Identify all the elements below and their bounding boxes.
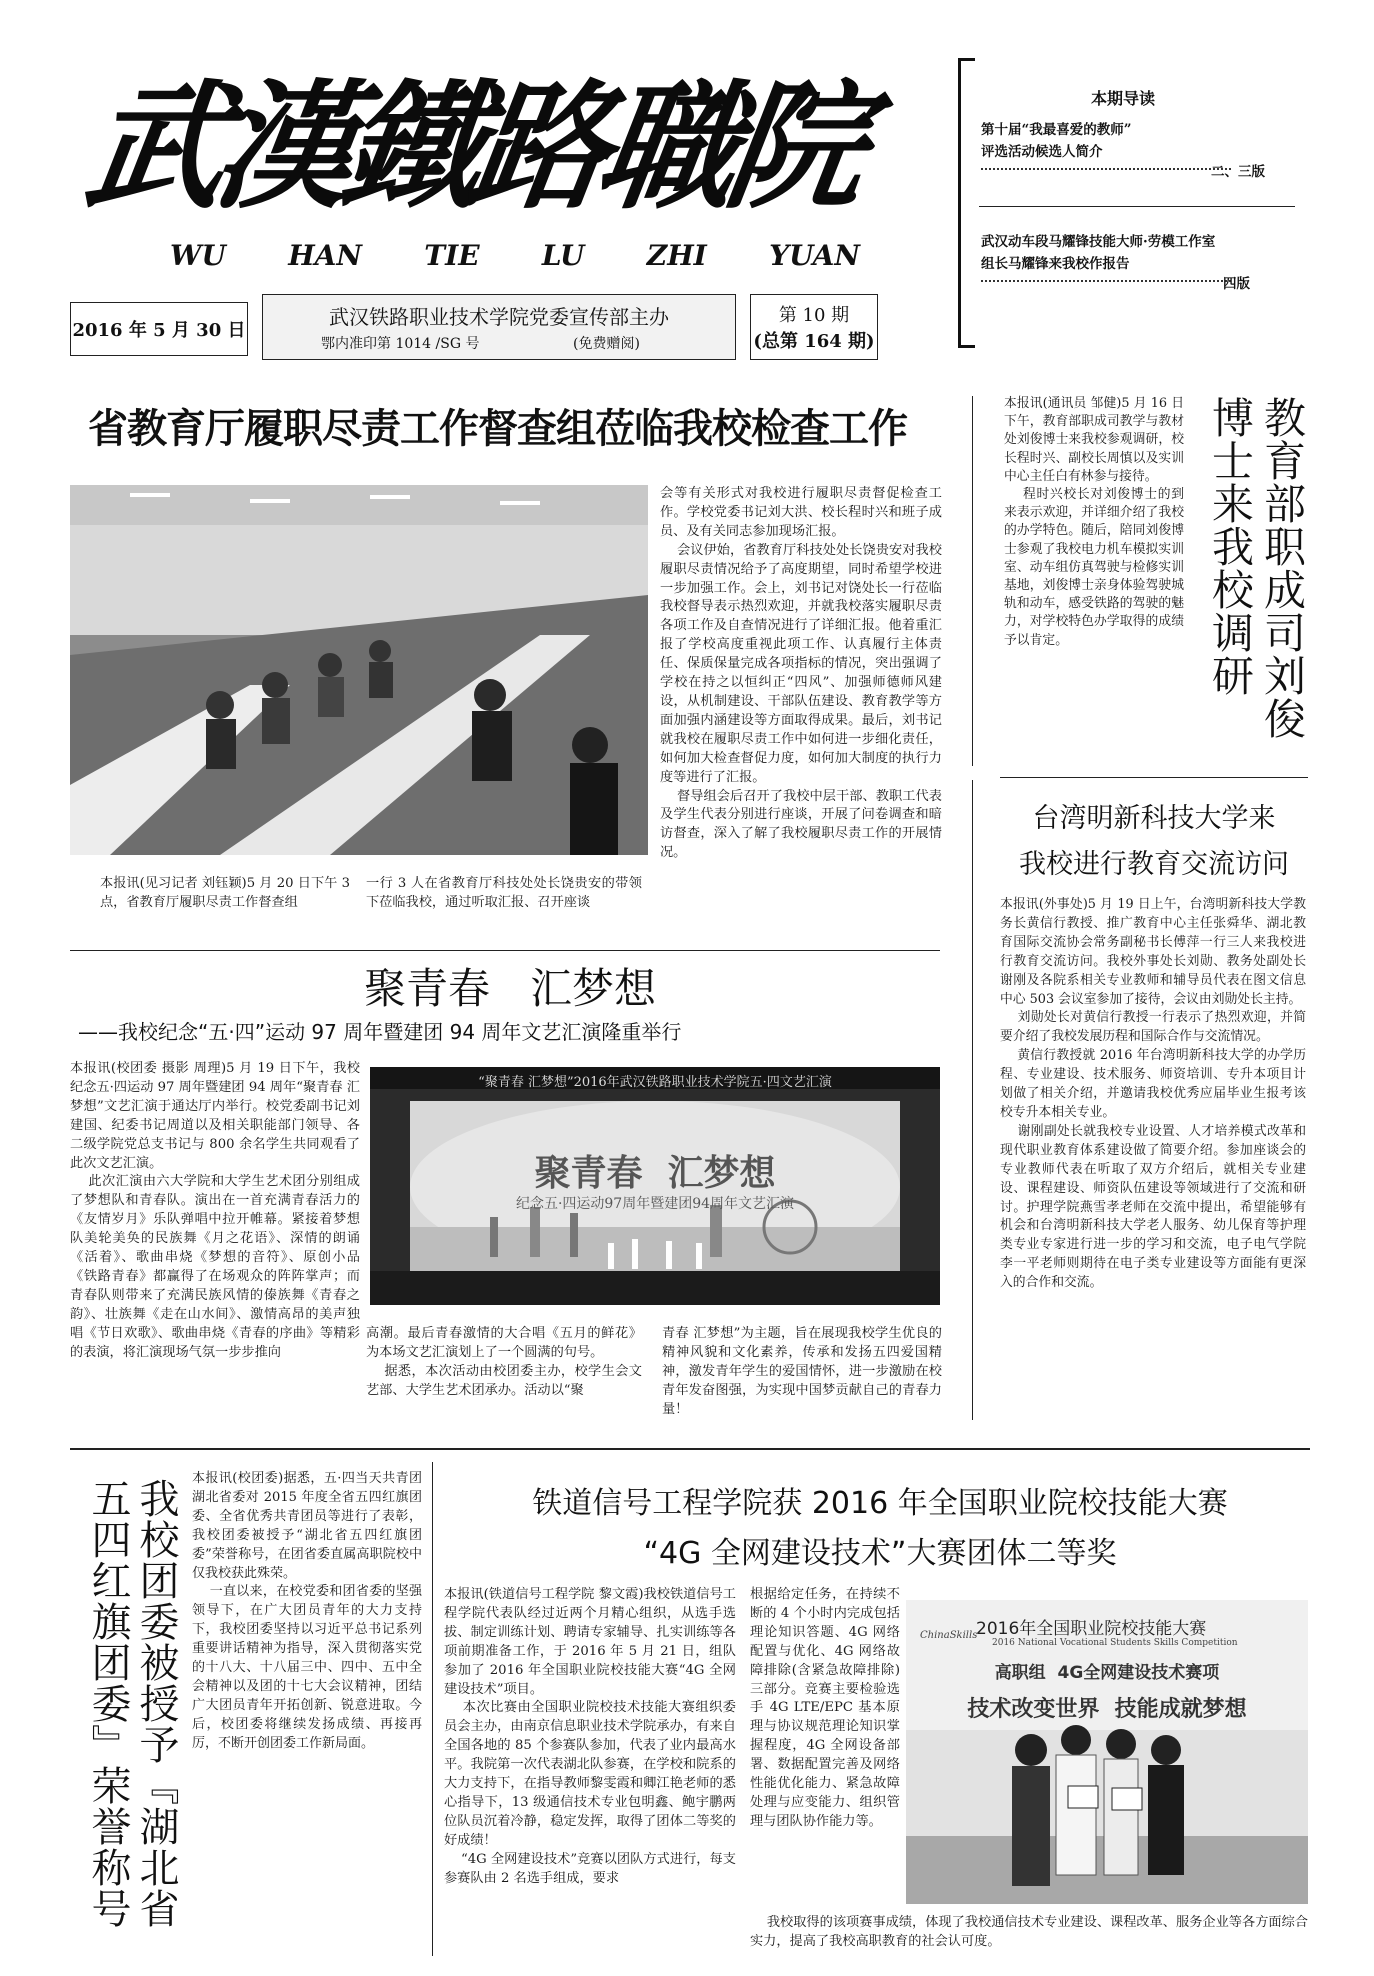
permit-number: 鄂内准印第 1014 /SG 号: [321, 336, 480, 352]
article4-subhead: ——我校纪念“五·四”运动 97 周年暨建团 94 周年文艺汇演隆重举行: [78, 1020, 682, 1044]
guide-divider: [979, 206, 1295, 207]
competition-subtitle: 高职组 4G全网建设技术赛项: [994, 1663, 1220, 1683]
stage-sub-text: 纪念五·四运动97周年暨建团94周年文艺汇演: [515, 1196, 795, 1212]
competition-photo: [906, 1600, 1308, 1904]
pinyin-lu: LU: [541, 239, 585, 272]
guide-box: [958, 58, 1301, 348]
guide-item-1-line2: 评选活动候选人简介: [981, 144, 1103, 160]
article3-headline-2: 我校进行教育交流访问: [1019, 849, 1289, 880]
competition-logo: ChinaSkills: [920, 1630, 978, 1641]
divider-vertical-right-top: [972, 396, 973, 766]
guide-item-1-page: 二、三版: [1211, 164, 1265, 180]
guide-dots-1: [981, 168, 1231, 170]
issue-box: [750, 294, 878, 360]
article1-col3: 会等有关形式对我校进行履职尽责督促检查工作。学校党委书记刘大洪、校长程时兴和班子成员、及有关同志参加现场汇报。 会议伊始，省教育厅科技处处长饶贵安对我校履职尽责情况给予了高度期望，同时希望学校进一步加强工作。会上，刘书记对饶处长一行莅临我校督导表示热烈欢迎，并就我校落实履职尽责各项工作及自查情况进行了详细汇报。他着重汇报了学校高度重视此项工作、认真履行主体责任、保质保量完成各项指标的情况，突出强调了学校在持之以恒纠正“四风”、加强师德师风建设，从机制建设、干部队伍建设、教育教学等方面加强内涵建设等方面取得成果。最后，刘书记就我校在履职尽责工作中如何进一步细化责任，如何加大检查督促力度，如何加大制度的执行力度等进行了汇报。 督导组会后召开了我校中层干部、教职工代表及学生代表分别进行座谈，开展了问卷调查和暗访督查，深入了解了我校履职尽责工作的开展情况。: [660, 486, 942, 861]
stage-photo: [370, 1067, 940, 1305]
pinyin-han: HAN: [288, 239, 362, 272]
article3-headline-1: 台湾明新科技大学来: [1032, 803, 1276, 834]
stage-big-text: 聚青春 汇梦想: [534, 1152, 776, 1194]
article3-body: 本报讯(外事处)5 月 19 日上午，台湾明新科技大学教务长黄信行教授、推广教育中心主任张舜华、湖北教育国际交流协会常务副秘书长傅萍一行三人来我校进行教育交流访问。我校外事处长刘勋、教务处副处长谢刚及各院系相关专业教师和辅导员代表在图文信息中心 503 会议室参加了接待，会议由刘勋处长主持。 刘勋处长对黄信行教授一行表示了热烈欢迎，并简要介绍了我校发展历程和国际合作与交流情况。 黄信行教授就 2016 年台湾明新科技大学的办学历程、专业建设、技术服务、师资培训、专升本项目计划做了相关介绍，并邀请我校优秀应届毕业生报考该校专升本相关专业。 谢刚副处长就我校专业设置、人才培养模式改革和现代职业教育体系建设做了简要介绍。参加座谈会的专业教师代表在听取了双方介绍后，就相关专业建设、课程建设、师资队伍建设等领域进行了交流和研讨。护理学院燕雪孝老师在交流中提出，希望能够有机会和台湾明新科技大学老人服务、幼儿保育等护理类专业专家进行进一步的学习和交流，电子电气学院李一平老师则期待在电子类专业建设等方面能有更深入的合作和交流。: [1000, 897, 1307, 1291]
divider-horizontal-lower: [70, 1448, 1310, 1450]
guide-item-1-line1: 第十届“我最喜爱的教师”: [981, 122, 1132, 138]
pinyin-tie: TIE: [424, 239, 480, 272]
issue-date: 2016 年 5 月 30 日: [72, 320, 246, 341]
article6-bottom: 我校取得的该项赛事成绩，体现了我校通信技术专业建设、课程改革、服务企业等各方面综合实力，提高了我校高职教育的社会认可度。: [750, 1915, 1308, 1949]
pinyin-wu: WU: [170, 239, 226, 272]
stage-banner-text: “聚青春 汇梦想”2016年武汉铁路职业技术学院五·四文艺汇演: [478, 1075, 832, 1090]
competition-title: 2016年全国职业院校技能大赛: [976, 1619, 1207, 1639]
guide-title: 本期导读: [1091, 89, 1156, 108]
article2-body: 本报讯(通讯员 邹健)5 月 16 日下午，教育部职成司教学与教材处刘俊博士来我校参观调研，校长程时兴、副校长周慎以及实训中心主任白有林参与接待。 程时兴校长对刘俊博士的到来表示欢迎，并详细介绍了我校的办学特色。随后，陪同刘俊博士参观了我校电力机车模拟实训室、动车组仿真驾驶与检修实训基地，刘俊博士亲身体验驾驶城轨和动车，感受铁路的驾驶的魅力，对学校特色办学取得的成绩予以肯定。: [1004, 396, 1184, 648]
article6-headline-1: 铁道信号工程学院获 2016 年全国职业院校技能大赛: [532, 1486, 1228, 1521]
guide-item-2-page: 四版: [1223, 276, 1250, 292]
article4-col3: 青春 汇梦想”为主题，旨在展现我校学生优良的精神风貌和文化素养，传承和发扬五四爱国精神，激发青年学生的爱国情怀，进一步激励在校青年发奋图强，为实现中国梦贡献自己的青春力量！: [662, 1326, 942, 1417]
divider-horizontal-mid: [70, 950, 940, 951]
article4-col1: 本报讯(校团委 摄影 周理)5 月 19 日下午，我校纪念五·四运动 97 周年暨建团 94 周年“聚青春 汇梦想”文艺汇演于通达厅内举行。校党委副书记刘建国、纪委书记周道以及相关职能部门领导、各二级学院党总支书记与 800 余名学生共同观看了此次文艺汇演。 此次汇演由六大学院和大学生艺术团分别组成了梦想队和青春队。演出在一首充满青春活力的《友情岁月》乐队弹唱中拉开帷幕。紧接着梦想队美轮美奂的民族舞《月之花语》、深情的朗诵《活着》、歌曲串烧《梦想的音符》、原创小品《铁路青春》都赢得了在场观众的阵阵掌声；而青春队则带来了充满民族风情的傣族舞《青春之韵》、壮族舞《走在山水间》、激情高昂的美声独唱《节日欢歌》、歌曲串烧《青春的序曲》等精彩的表演，将汇演现场气氛一步步推向: [70, 1061, 360, 1360]
divider-horizontal-right: [1000, 777, 1308, 778]
article4-col2: 高潮。最后青春激情的大合唱《五月的鲜花》为本场文艺汇演划上了一个圆满的句号。 据悉，本次活动由校团委主办，校学生会文艺部、大学生艺术团承办。活动以“聚: [366, 1326, 642, 1398]
free-note: (免费赠阅): [573, 336, 640, 352]
masthead-title: 武漢鐵路職院: [76, 65, 868, 228]
sponsor-name: 武汉铁路职业技术学院党委宣传部主办: [329, 305, 669, 329]
article6-col2: 根据给定任务，在持续不断的 4 个小时内完成包括理论知识答题、4G 网络配置与优化、4G 网络故障排除(含紧急故障排除)三部分。竞赛主要检验选手 4G LTE/EPC 基本原理与协议规范理论知识掌握程度，4G 全网设备部署、数据配置完善及网络性能优化能力、紧急故障处理与应变能力、组织管理与团队协作能力等。: [750, 1587, 900, 1829]
guide-item-2-line1: 武汉动车段马耀锋技能大师·劳模工作室: [981, 234, 1216, 250]
meeting-photo-graphic: [70, 485, 648, 855]
masthead-pinyin: [170, 240, 860, 272]
article1-headline: 省教育厅履职尽责工作督查组莅临我校检查工作: [88, 406, 907, 452]
article2-headline: 教育部职成司刘俊博士来我校调研: [1206, 396, 1307, 740]
meeting-photo: [70, 485, 648, 855]
article5-body: 本报讯(校团委)据悉，五·四当天共青团湖北省委对 2015 年度全省五四红旗团委、全省优秀共青团员等进行了表彰，我校团委被授予“湖北省五四红旗团委”荣誉称号，在团省委直属高职院校中仅我校获此殊荣。 一直以来，在校党委和团省委的坚强领导下，在广大团员青年的大力支持下，我校团委坚持以习近平总书记系列重要讲话精神为指导，深入贯彻落实党的十八大、十八届三中、四中、五中全会精神以及团的十七大会议精神，团结广大团员青年开拓创新、锐意进取。今后，校团委将继续发扬成绩、再接再厉，不断开创团委工作新局面。: [192, 1471, 422, 1751]
competition-slogan: 技术改变世界 技能成就梦想: [967, 1697, 1247, 1722]
article6-headline-2: “4G 全网建设技术”大赛团体二等奖: [643, 1536, 1117, 1571]
guide-corner-bottom: [961, 345, 975, 348]
article6-col1: 本报讯(铁道信号工程学院 黎文霞)我校铁道信号工程学院代表队经过近两个月精心组织，从选手选拔、制定训练计划、聘请专家辅导、扎实训练等各项前期准备工作，于 2016 年 5 月 21 日，组队参加了 2016 年全国职业院校技能大赛“4G 全网建设技术”项目。 本次比赛由全国职业院校技术技能大赛组织委员会主办，由南京信息职业技术学院承办，有来自全国各地的 85 个参赛队参加，代表了业内最高水平。我院第一次代表湖北队参赛，在学校和院系的大力支持下，在指导教师黎雯霞和卿江艳老师的悉心指导下，13 级通信技术专业包明鑫、鲍宇鹏两位队员沉着冷静，稳定发挥，取得了团体二等奖的好成绩！ “4G 全网建设技术”竞赛以团队方式进行，每支参赛队由 2 名选手组成，要求: [444, 1587, 736, 1886]
divider-vertical-right-mid: [972, 780, 973, 1420]
total-issue: (总第 164 期): [753, 331, 875, 352]
issue-number: 第 10 期: [778, 305, 850, 326]
article1-col1: 本报讯(见习记者 刘钰颖)5 月 20 日下午 3 点，省教育厅履职尽责工作督查组: [100, 876, 355, 910]
date-box: [70, 302, 248, 356]
guide-corner-top: [961, 58, 975, 61]
article1-col2: 一行 3 人在省教育厅科技处处长饶贵安的带领下莅临我校，通过听取汇报、召开座谈: [366, 876, 642, 910]
guide-dots-2: [981, 280, 1231, 282]
divider-vertical-lower: [432, 1462, 433, 1956]
article4-headline: 聚青春 汇梦想: [363, 964, 657, 1013]
pinyin-zhi: ZHI: [646, 239, 707, 272]
pinyin-yuan: YUAN: [769, 239, 860, 272]
guide-item-2-line2: 组长马耀锋来我校作报告: [981, 256, 1130, 272]
competition-title-en: 2016 National Vocational Students Skills Competition: [992, 1638, 1238, 1648]
article5-headline: 我校团委被授予『湖北省五四红旗团委』荣誉称号: [85, 1478, 179, 1929]
sponsor-box: [262, 294, 736, 360]
